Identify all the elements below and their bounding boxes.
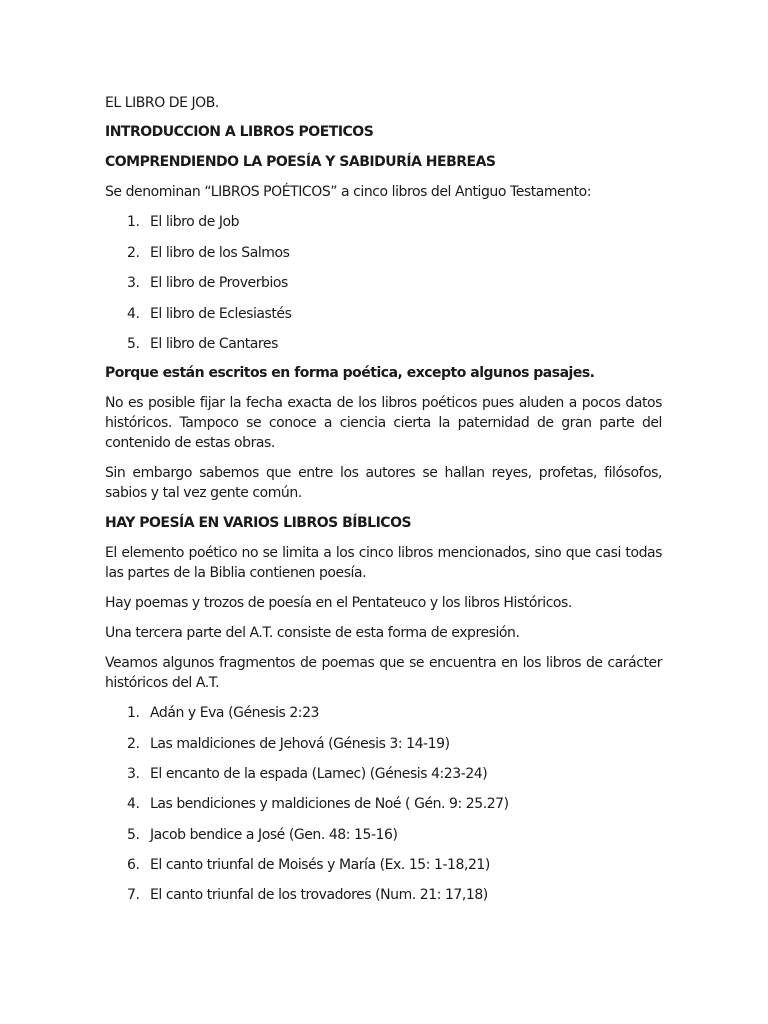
section-heading-intro: INTRODUCCION A LIBROS POETICOS: [105, 124, 374, 140]
list-number: 7.: [127, 887, 140, 904]
paragraph-dates: No es posible fijar la fecha exacta de los libros poéticos pues aluden a pocos datos históricos. Tampoco se conoce a ciencia cierta la paternidad de gran parte del contenido de estas obras.: [105, 395, 662, 452]
list-text: El canto triunfal de Moisés y María (Ex. 15: 1-18,21): [150, 856, 490, 873]
list-item: [105, 703, 662, 723]
paragraph-pentateuch: Hay poemas y trozos de poesía en el Pentateuco y los libros Históricos.: [105, 595, 572, 612]
list-number: 3.: [127, 275, 140, 292]
list-text: Las bendiciones y maldiciones de Noé ( Gén. 9: 25.27): [150, 796, 509, 813]
list-text: Adán y Eva (Génesis 2:23: [150, 705, 319, 722]
list-text: El libro de Cantares: [150, 336, 278, 353]
poetic-books-list: [105, 212, 662, 354]
list-text: Las maldiciones de Jehová (Génesis 3: 14-19): [150, 735, 450, 752]
document-title: EL LIBRO DE JOB.: [105, 95, 219, 111]
list-item: [105, 334, 662, 354]
list-text: Jacob bendice a José (Gen. 48: 15-16): [150, 826, 398, 843]
list-number: 2.: [127, 244, 140, 261]
bold-statement: Porque están escritos en forma poética, excepto algunos pasajes.: [105, 365, 595, 382]
list-number: 3.: [127, 765, 140, 782]
paragraph-poetic-element: El elemento poético no se limita a los cinco libros mencionados, sino que casi todas las partes de la Biblia contienen poesía.: [105, 545, 662, 582]
poem-fragments-list: [105, 703, 662, 905]
list-text: El libro de los Salmos: [150, 244, 290, 261]
list-item: [105, 764, 662, 784]
list-text: El canto triunfal de los trovadores (Num. 21: 17,18): [150, 887, 488, 904]
paragraph-authors: Sin embargo sabemos que entre los autores se hallan reyes, profetas, filósofos, sabios y tal vez gente común.: [105, 465, 662, 502]
list-number: 4.: [127, 796, 140, 813]
list-number: 1.: [127, 705, 140, 722]
list-number: 5.: [127, 336, 140, 353]
list-item: [105, 855, 662, 875]
list-item: [105, 212, 662, 232]
list-item: [105, 794, 662, 814]
list-number: 2.: [127, 735, 140, 752]
list-item: [105, 734, 662, 754]
list-item: [105, 304, 662, 324]
intro-paragraph: Se denominan “LIBROS POÉTICOS” a cinco libros del Antiguo Testamento:: [105, 184, 592, 200]
list-item: [105, 273, 662, 293]
list-item: [105, 243, 662, 263]
section-heading-biblical-poetry: HAY POESÍA EN VARIOS LIBROS BÍBLICOS: [105, 515, 412, 532]
list-number: 5.: [127, 826, 140, 843]
list-number: 1.: [127, 214, 140, 230]
list-item: [105, 825, 662, 845]
document-page: [105, 93, 662, 915]
list-number: 4.: [127, 305, 140, 322]
list-text: El encanto de la espada (Lamec) (Génesis 4:23-24): [150, 765, 488, 782]
section-heading-poetry: COMPRENDIENDO LA POESÍA Y SABIDURÍA HEBREAS: [105, 154, 496, 170]
list-text: El libro de Eclesiastés: [150, 305, 292, 322]
list-item: [105, 885, 662, 905]
paragraph-fragments: Veamos algunos fragmentos de poemas que se encuentra en los libros de carácter históricos del A.T.: [105, 655, 662, 692]
list-text: El libro de Proverbios: [150, 275, 288, 292]
paragraph-third-part: Una tercera parte del A.T. consiste de esta forma de expresión.: [105, 625, 520, 642]
list-number: 6.: [127, 856, 140, 873]
list-text: El libro de Job: [150, 214, 240, 230]
